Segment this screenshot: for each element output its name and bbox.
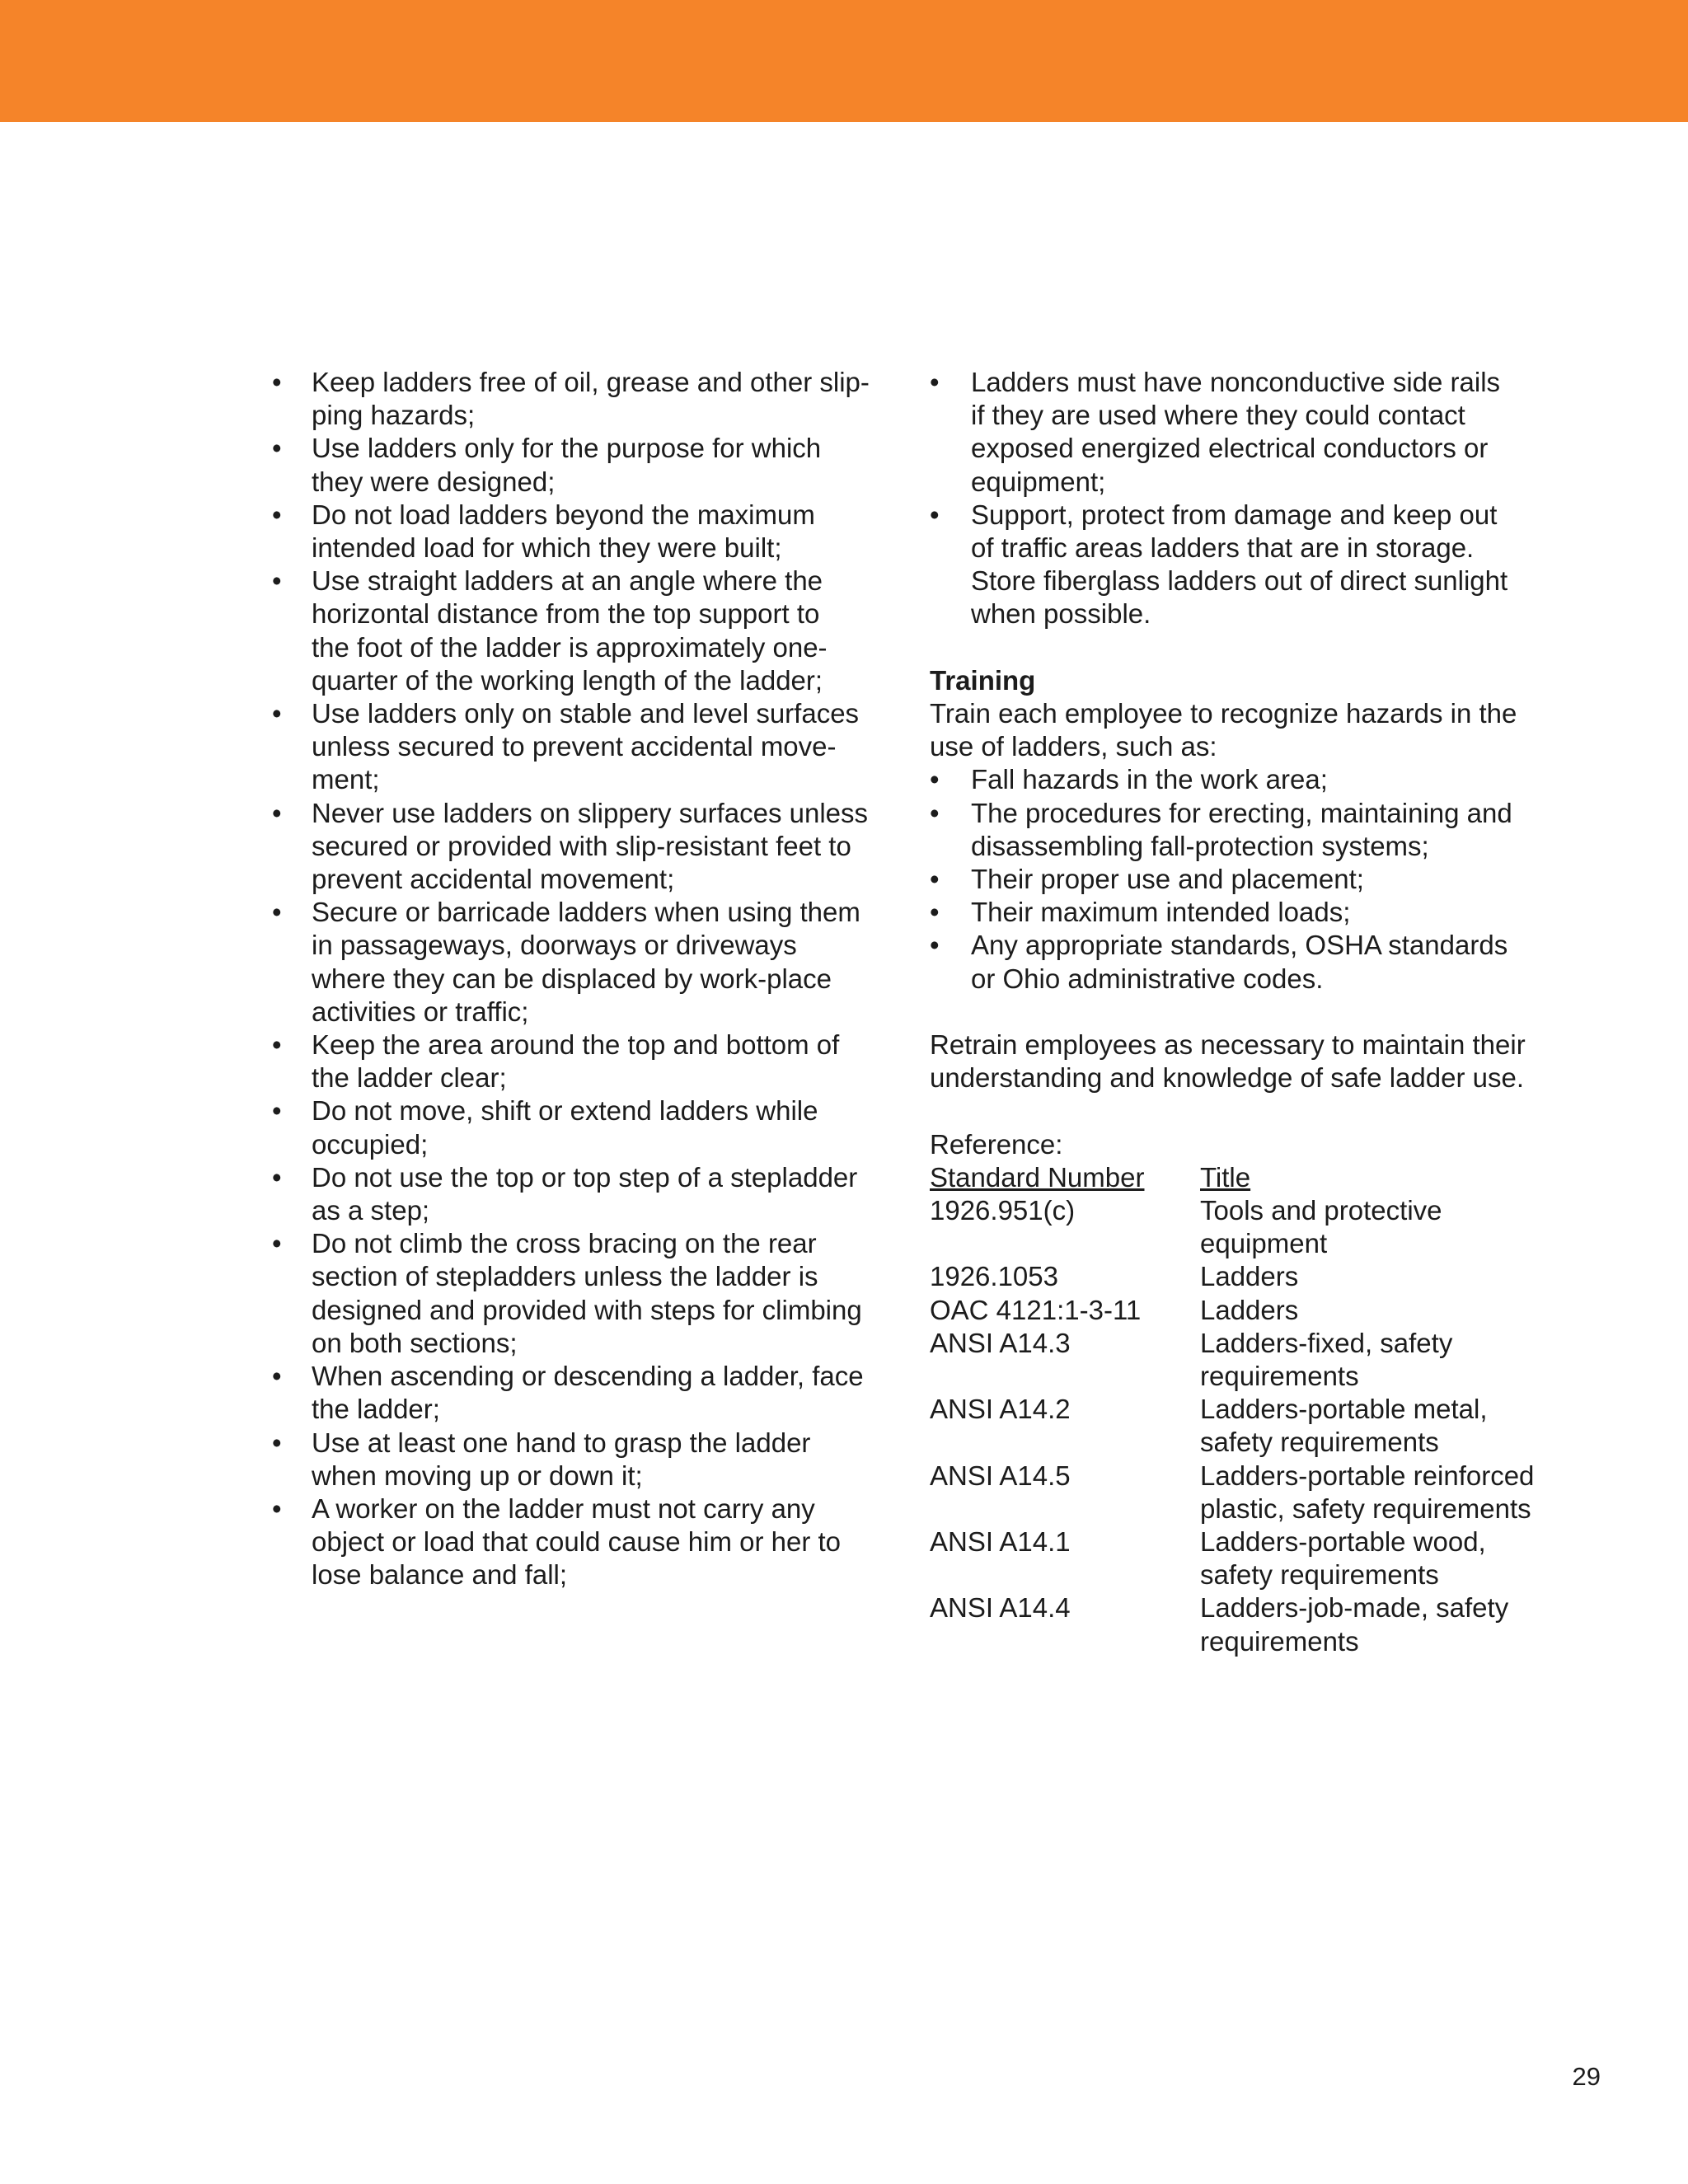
retrain-paragraph: Retrain employees as necessary to maintain their understanding and knowledge of safe ladder use.	[930, 1029, 1526, 1094]
standard-title: Ladders-job-made, safety requirements	[1200, 1592, 1509, 1657]
column-header-standard-text: Standard Number	[930, 1161, 1145, 1193]
list-item-text: Never use ladders on slippery surfaces unless secured or provided with slip-resistant feet to prevent accidental movement;	[312, 797, 869, 895]
table-row	[930, 1260, 1546, 1293]
standard-number: ANSI A14.4	[930, 1592, 1071, 1624]
standard-title: Tools and protective equipment	[1200, 1195, 1442, 1259]
list-item	[272, 1029, 882, 1094]
list-item	[272, 499, 882, 565]
left-bullet-list	[272, 366, 882, 1592]
spacer	[930, 996, 1573, 1029]
standard-number: OAC 4121:1-3-11	[930, 1294, 1142, 1325]
spacer	[930, 631, 1573, 664]
list-item	[930, 499, 1573, 631]
standard-number: ANSI A14.2	[930, 1394, 1071, 1425]
list-item	[272, 1161, 882, 1227]
standard-title: Ladders	[1200, 1261, 1299, 1292]
right-bullet-list	[930, 366, 1573, 631]
list-item-text: Support, protect from damage and keep out of traffic areas ladders that are in storage. Store fiberglass ladders out of direct sunlight when possible.	[971, 499, 1508, 630]
list-item-text: Secure or barricade ladders when using them in passageways, doorways or driveways where they can be displaced by work-place activities or traffic;	[312, 897, 860, 1027]
reference-table-header	[930, 1161, 1546, 1194]
header-color-band	[0, 0, 1688, 122]
right-column	[930, 366, 1573, 1658]
list-item	[930, 763, 1573, 796]
standard-title: Ladders-portable reinforced plastic, safety requirements	[1200, 1460, 1535, 1524]
list-item	[930, 797, 1573, 863]
standard-number: 1926.951(c)	[930, 1195, 1076, 1226]
list-item-text: Do not load ladders beyond the maximum intended load for which they were built;	[312, 499, 815, 564]
list-item	[930, 366, 1573, 499]
list-item	[272, 697, 882, 797]
list-item-text: Keep ladders free of oil, grease and other slip- ping hazards;	[312, 367, 870, 431]
standard-number: 1926.1053	[930, 1261, 1058, 1292]
table-row	[930, 1393, 1546, 1459]
standard-number: ANSI A14.3	[930, 1327, 1071, 1358]
list-item	[930, 863, 1573, 896]
table-row	[930, 1460, 1546, 1526]
column-header-title-text: Title	[1200, 1161, 1251, 1193]
standard-number: ANSI A14.5	[930, 1460, 1071, 1491]
training-bullet-list	[930, 763, 1573, 995]
list-item	[272, 565, 882, 697]
list-item-text: Do not use the top or top step of a stepladder as a step;	[312, 1161, 858, 1226]
list-item	[272, 366, 882, 432]
training-heading: Training	[930, 664, 1036, 696]
standard-title: Ladders-fixed, safety requirements	[1200, 1327, 1453, 1392]
list-item-text: Use ladders only on stable and level surfaces unless secured to prevent accidental move- ment;	[312, 698, 860, 795]
list-item-text: Keep the area around the top and bottom of the ladder clear;	[312, 1029, 840, 1094]
left-column	[272, 366, 882, 1592]
spacer	[930, 1094, 1573, 1127]
list-item-text: Ladders must have nonconductive side rails if they are used where they could contact exposed energized electrical conductors or equipment;	[971, 367, 1501, 497]
reference-table	[930, 1161, 1546, 1658]
standard-title: Ladders-portable metal, safety requirements	[1200, 1394, 1488, 1458]
list-item-text: A worker on the ladder must not carry any object or load that could cause him or her to lose balance and fall;	[312, 1493, 842, 1591]
list-item	[272, 797, 882, 897]
list-item	[272, 432, 882, 498]
page-number: 29	[1572, 2062, 1601, 2091]
list-item	[930, 929, 1573, 995]
table-row	[930, 1194, 1546, 1260]
table-row	[930, 1526, 1546, 1591]
list-item-text: When ascending or descending a ladder, face the ladder;	[312, 1361, 864, 1425]
table-row	[930, 1294, 1546, 1327]
list-item	[272, 1427, 882, 1493]
list-item-text: Fall hazards in the work area;	[971, 764, 1328, 795]
list-item-text: Do not climb the cross bracing on the rear section of stepladders unless the ladder is designed and provided with steps for climbing on both sections;	[312, 1228, 862, 1358]
list-item	[930, 896, 1573, 929]
column-header-title	[1200, 1161, 1546, 1194]
list-item	[272, 1493, 882, 1592]
table-row	[930, 1591, 1546, 1657]
standard-number: ANSI A14.1	[930, 1526, 1071, 1558]
list-item-text: The procedures for erecting, maintaining and disassembling fall-protection systems;	[971, 797, 1512, 861]
list-item	[272, 1227, 882, 1360]
table-row	[930, 1327, 1546, 1393]
list-item-text: Use ladders only for the purpose for which they were designed;	[312, 433, 822, 497]
list-item-text: Their maximum intended loads;	[971, 897, 1351, 928]
list-item-text: Use straight ladders at an angle where the horizontal distance from the top support to the foot of the ladder is approximately one- quarter of the working length of the ladder;	[312, 565, 828, 696]
reference-label: Reference:	[930, 1128, 1063, 1160]
list-item	[272, 896, 882, 1029]
list-item-text: Use at least one hand to grasp the ladder when moving up or down it;	[312, 1427, 811, 1491]
standard-title: Ladders	[1200, 1294, 1299, 1325]
column-header-standard	[930, 1161, 1200, 1194]
list-item	[272, 1094, 882, 1160]
list-item	[272, 1360, 882, 1426]
training-intro: Train each employee to recognize hazards in the use of ladders, such as:	[930, 698, 1517, 762]
list-item-text: Do not move, shift or extend ladders while occupied;	[312, 1095, 818, 1160]
list-item-text: Their proper use and placement;	[971, 864, 1364, 895]
list-item-text: Any appropriate standards, OSHA standards or Ohio administrative codes.	[971, 930, 1508, 994]
standard-title: Ladders-portable wood, safety requirements	[1200, 1526, 1486, 1591]
